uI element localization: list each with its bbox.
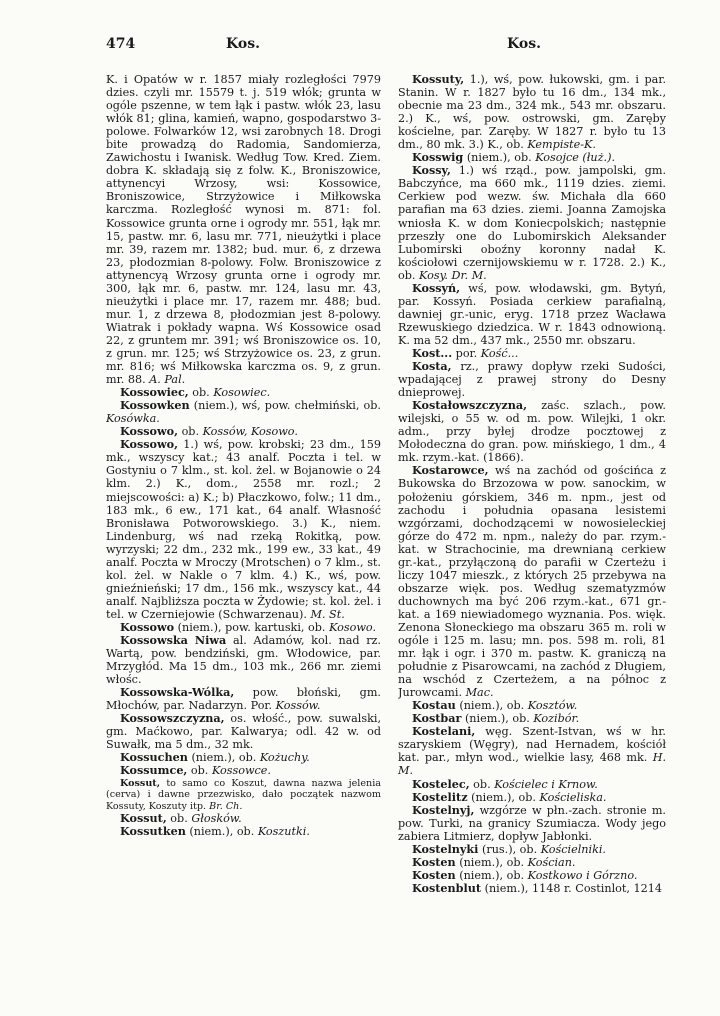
entry-headword: Kost... bbox=[412, 345, 453, 360]
dictionary-entry bbox=[106, 634, 381, 686]
entry-headword: Kossuty, bbox=[412, 73, 465, 86]
entry-cross-reference: Kossów, Kosowo. bbox=[202, 425, 298, 439]
entry-text: por. bbox=[455, 346, 478, 360]
entry-headword: Kostelec, bbox=[412, 776, 470, 791]
entry-text: ob. bbox=[473, 777, 491, 791]
entry-headword: Kossowszczyzna, bbox=[120, 711, 225, 726]
entry-text: (niem.), ob. bbox=[459, 868, 525, 882]
entry-headword: Kostelitz bbox=[412, 789, 468, 804]
entry-text: wś, pow. włodawski, gm. Bytyń, par. Kossyń. Posiada cerkiew parafialną, dawniej gr.-unic, eryg. 1718 przez Wacława Rzewuskiego dziedzica. W r. 1843 odnowioną. K. ma 52 dm., 437 mk., 2550 mr. obszaru. bbox=[398, 281, 666, 347]
entry-headword: Kossowo, bbox=[120, 424, 178, 439]
entry-cross-reference: Kość... bbox=[480, 346, 519, 360]
entry-cross-reference: Głosków. bbox=[191, 812, 242, 826]
entry-text: (niem.), ob. bbox=[471, 790, 536, 804]
entry-text: (niem.), ob. bbox=[466, 151, 532, 165]
entry-text: (niem.), ob. bbox=[464, 712, 530, 726]
entry-cross-reference: Koszutki. bbox=[257, 825, 310, 839]
entry-text: pow. błoński, gm. Młochów, par. Nadarzyn. Por. bbox=[106, 686, 381, 713]
entry-cross-reference: Kościelniki. bbox=[540, 842, 606, 856]
entry-headword: Kostałowszczyzna, bbox=[412, 398, 527, 413]
dictionary-entry bbox=[106, 778, 381, 813]
entry-text: (niem.), pow. kartuski, ob. bbox=[177, 620, 326, 634]
dictionary-entry bbox=[106, 399, 381, 425]
entry-text: ob. bbox=[190, 764, 209, 778]
page-header bbox=[0, 36, 720, 58]
entry-text: K. i Opatów w r. 1857 miały rozległości 7979 dzies. czyli mr. 15579 t. j. 519 włók; grunta w ogóle pszenne, w tem łąk i pastw. włók 23, lasu włók 81; glina, kamień, wapno, gospodarstwo 3-polowe. Folwarków 12, wsi zarobnych 18. Drogi bite prowadzą do Radomia, Sandomierza, Zawichostu i Iwanisk. Według Tow. Kred. Ziem. dobra K. składają się z folw. K., Broniszowice, attynencyi Wrzosy, wsi: Kossowice, Broniszowice, Strzyżowice i Miłkowska karczma. Rozległość wynosi m. 871: fol. Kossowice grunta orne i ogrody mr. 551, łąk mr. 15, pastw. mr. 6, lasu mr. 771, nieużytki i place mr. 39, razem mr. 1382; bud. mur. 6, z drzewa 23, płodozmian 8-polowy. Folw. Broniszowice z attynencyą Wrzosy grunta orne i ogrody mr. 300, łąk mr. 6, pastw. mr. 124, lasu mr. 43, nieużytki i place mr. 17, razem mr. 488; bud. mur. 1, z drzewa 8, płodozmian jest 8-polowy. Wiatrak i pokłady wapna. Wś Kossowice osad 22, z gruntem mr. 391; wś Broniszowice os. 10, z grun. mr. 125; wś Strzyżowice os. 23, z grun. mr. 816; wś Miłkowska karczma os. 9, z grun. mr. 88. bbox=[106, 73, 381, 387]
dictionary-entry bbox=[398, 164, 666, 281]
entry-text: węg. Szent-Istvan, wś w hr. szaryskiem (Węgry), nad Hernadem, kościół kat. par., młyn wod., wielkie lasy, 468 mk. bbox=[398, 725, 666, 765]
entry-author-signature: Br. Ch. bbox=[209, 800, 243, 812]
right-column bbox=[398, 73, 666, 1003]
entry-cross-reference: Kozibór. bbox=[533, 712, 580, 726]
entry-headword: Kosta, bbox=[412, 359, 452, 374]
entry-cross-reference: Kossowce. bbox=[211, 764, 271, 778]
entry-text: 1.) wś rząd., pow. jampolski, gm. Babczyńce, ma 660 mk., 1119 dzies. ziemi. Cerkiew pod wezw. św. Michała dla 660 parafian ma 63 dzies. ziemi. Joanna Zamojska wniosła K. w dom Koniecpolskich; następnie przeszły one do Lubomirskich Aleksander Lubomirski oboźny koronny nadał K. kościołowi czernijowskiemu w r. 1728. 2.) K., ob. bbox=[398, 164, 666, 282]
entry-headword: Kostbar bbox=[412, 711, 462, 726]
dictionary-entry bbox=[106, 686, 381, 712]
entry-text: al. Adamów, kol. nad rz. Wartą, pow. bendziński, gm. Włodowice, par. Mrzygłód. Ma 15 dm., 103 mk., 266 mr. ziemi włośc. bbox=[106, 634, 381, 687]
running-head-right: Kos. bbox=[507, 36, 541, 52]
entry-headword: Kossut, bbox=[120, 777, 161, 789]
entry-author-signature: Mac. bbox=[465, 686, 494, 700]
dictionary-entry bbox=[398, 882, 666, 895]
running-head-left: Kos. bbox=[226, 36, 260, 52]
entry-headword: Kossowken bbox=[120, 398, 190, 413]
entry-text: rz., prawy dopływ rzeki Sudości, wpadającej z prawej strony do Desny dnieprowej. bbox=[398, 360, 666, 400]
entry-headword: Kosten bbox=[412, 867, 456, 882]
entry-headword: Kossowska-Wólka, bbox=[120, 685, 235, 700]
entry-headword: Kosswig bbox=[412, 150, 464, 165]
entry-headword: Kossowska Niwa bbox=[120, 633, 227, 648]
left-column bbox=[106, 73, 381, 1003]
entry-headword: Kossyń, bbox=[412, 280, 461, 295]
entry-headword: Kossowo bbox=[120, 619, 175, 634]
dictionary-entry bbox=[398, 464, 666, 699]
entry-headword: Kostau bbox=[412, 698, 456, 713]
entry-headword: Kossy, bbox=[412, 163, 451, 178]
entry-cross-reference: Kożuchy. bbox=[259, 751, 310, 765]
dictionary-entry bbox=[106, 764, 381, 777]
dictionary-entry bbox=[398, 360, 666, 399]
dictionary-entry bbox=[398, 725, 666, 777]
entry-cross-reference: Kosowiec. bbox=[213, 386, 271, 400]
entry-headword: Kostarowce, bbox=[412, 463, 489, 478]
dictionary-entry bbox=[106, 825, 381, 838]
entry-text: (niem.), ob. bbox=[189, 825, 255, 839]
entry-headword: Kossuchen bbox=[120, 750, 188, 765]
entry-text: wś na zachód od gościńca z Bukowska do Brzozowa w pow. sanockim, w położeniu górskiem, 346 m. npm., jest od zachodu i południa opasana lesistemi wzgórzami, dochodzącemi w nowosieleckiej górze do 472 m. npm., należy do par. rzym.-kat. w Strachocinie, ma drewnianą cerkiew gr.-kat., przyłączoną do parafii w Czerteżu i liczy 1047 mieszk., z których 25 przebywa na obszarze więk. pos. Według szematyzmów duchownych ma być 206 rzym.-kat., 671 gr.-kat. a 169 niewiadomego wyznania. Pos. więk. Zenona Słoneckiego ma obszaru 365 m. roli w ogóle i 125 m. lasu; mn. pos. 598 m. roli, 81 mr. łąk i ogr. i 370 m. pastw. K. graniczą na południe z Pisarowcami, na zachód z Długiem, na wschód z Czerteżem, a na północ z Jurowcami. bbox=[398, 464, 666, 700]
entry-cross-reference: Kosojce (łuż.). bbox=[535, 151, 615, 165]
entry-headword: Kostelnyki bbox=[412, 841, 479, 856]
entry-text: (niem.), 1148 r. Costinlot, 1214 bbox=[484, 881, 662, 895]
entry-headword: Kosten bbox=[412, 854, 456, 869]
entry-text: (niem.), wś, pow. chełmiński, ob. bbox=[193, 399, 381, 413]
entry-cross-reference: Kosztów. bbox=[527, 699, 578, 713]
entry-text: (niem.), ob. bbox=[459, 699, 525, 713]
entry-headword: Kossutken bbox=[120, 824, 186, 839]
entry-headword: Kostelnyj, bbox=[412, 802, 475, 817]
dictionary-entry bbox=[398, 399, 666, 464]
dictionary-entry bbox=[398, 73, 666, 151]
entry-text: (niem.), ob. bbox=[191, 751, 257, 765]
dictionary-entry bbox=[398, 282, 666, 347]
entry-cross-reference: Kościelec i Krnow. bbox=[494, 777, 598, 791]
entry-cross-reference: Kempiste-K. bbox=[527, 138, 596, 152]
entry-headword: Kossowo, bbox=[120, 437, 178, 452]
entry-text: 1.), wś, pow. łukowski, gm. i par. Stanin. W r. 1827 było tu 16 dm., 134 mk., obecnie ma 23 dm., 324 mk., 543 mr. obszaru. 2.) K., wś, pow. ostrowski, gm. Zaręby kościelne, par. Zaręby. W 1827 r. było tu 13 dm., 80 mk. 3.) K., ob. bbox=[398, 73, 666, 152]
entry-author-signature: A. Pal. bbox=[149, 373, 186, 387]
entry-text: ob. bbox=[170, 812, 188, 826]
dictionary-entry bbox=[106, 438, 381, 621]
dictionary-entry bbox=[106, 712, 381, 751]
entry-author-signature: Dr. M. bbox=[451, 268, 487, 282]
entry-text: (niem.), ob. bbox=[459, 855, 525, 869]
entry-text: zaśc. szlach., pow. wilejski, o 55 w. od m. pow. Wilejki, 1 okr. adm., przy byłej drodze pocztowej z Mołodeczna do gran. pow. mińskiego, 1 dm., 4 mk. rzym.-kat. (1866). bbox=[398, 399, 666, 465]
entry-cross-reference: Kosy. bbox=[419, 268, 448, 282]
entry-author-signature: M. St. bbox=[310, 607, 345, 621]
entry-cross-reference: Kosówka. bbox=[106, 412, 160, 426]
entry-headword: Kostenblut bbox=[412, 880, 482, 895]
entry-author-signature: H. M. bbox=[398, 751, 666, 778]
entry-cross-reference: Kościeliska. bbox=[539, 790, 607, 804]
entry-cross-reference: Kosowo. bbox=[329, 620, 377, 634]
entry-cross-reference: Kościan. bbox=[527, 855, 576, 869]
entry-headword: Kossumce, bbox=[120, 763, 188, 778]
entry-headword: Kossut, bbox=[120, 811, 167, 826]
entry-cross-reference: Kostkowo i Górzno. bbox=[527, 868, 638, 882]
entry-text: ob. bbox=[192, 386, 210, 400]
entry-cross-reference: Kossów. bbox=[275, 699, 321, 713]
dictionary-entry bbox=[398, 804, 666, 843]
entry-text: ob. bbox=[181, 425, 200, 439]
page-number: 474 bbox=[106, 36, 136, 52]
entry-text: wzgórze w płn.-zach. stronie m. pow. Turki, na granicy Szumiacza. Wody jego zabiera Litmierz, dopływ Jabłonki. bbox=[398, 803, 666, 843]
entry-headword: Kossowiec, bbox=[120, 385, 189, 400]
entry-headword: Kostelani, bbox=[412, 724, 476, 739]
entry-text: (rus.), ob. bbox=[481, 842, 538, 856]
entry-text: 1.) wś, pow. krobski; 23 dm., 159 mk., wszyscy kat.; 43 analf. Poczta i tel. w Gostyniu o 7 klm., st. kol. żel. w Bojanowie o 24 klm. 2.) K., dom., 2558 mr. rozl.; 2 miejscowości: a) K.; b) Płaczkowo, folw.; 11 dm., 183 mk., 6 ew., 171 kat., 64 analf. Własność Bronisława Potworowskiego. 3.) K., niem. Lindenburg, wś nad rzeką Rokitką, pow. wyrzyski; 22 dm., 232 mk., 199 ew., 33 kat., 49 analf. Poczta w Mroczy (Mrotschen) o 7 klm., st. kol. żel. w Nakle o 7 klm. 4.) K., wś, pow. gnieźnieński; 17 dm., 156 mk., wszyscy kat., 44 analf. Najbliższa poczta w Żydowie; st. kol. żel. i tel. w Czerniejowie (Schwarzenau). bbox=[106, 438, 381, 621]
entry-text: to samo co Koszut, dawna nazwa jelenia (cerva) i dawne przezwisko, dało początek nazwom Kossuty, Koszuty itp. bbox=[106, 777, 381, 812]
dictionary-entry bbox=[106, 73, 381, 386]
entry-text: os. włość., pow. suwalski, gm. Maćkowo, par. Kalwarya; odl. 42 w. od Suwałk, ma 5 dm., 32 mk. bbox=[106, 712, 381, 752]
